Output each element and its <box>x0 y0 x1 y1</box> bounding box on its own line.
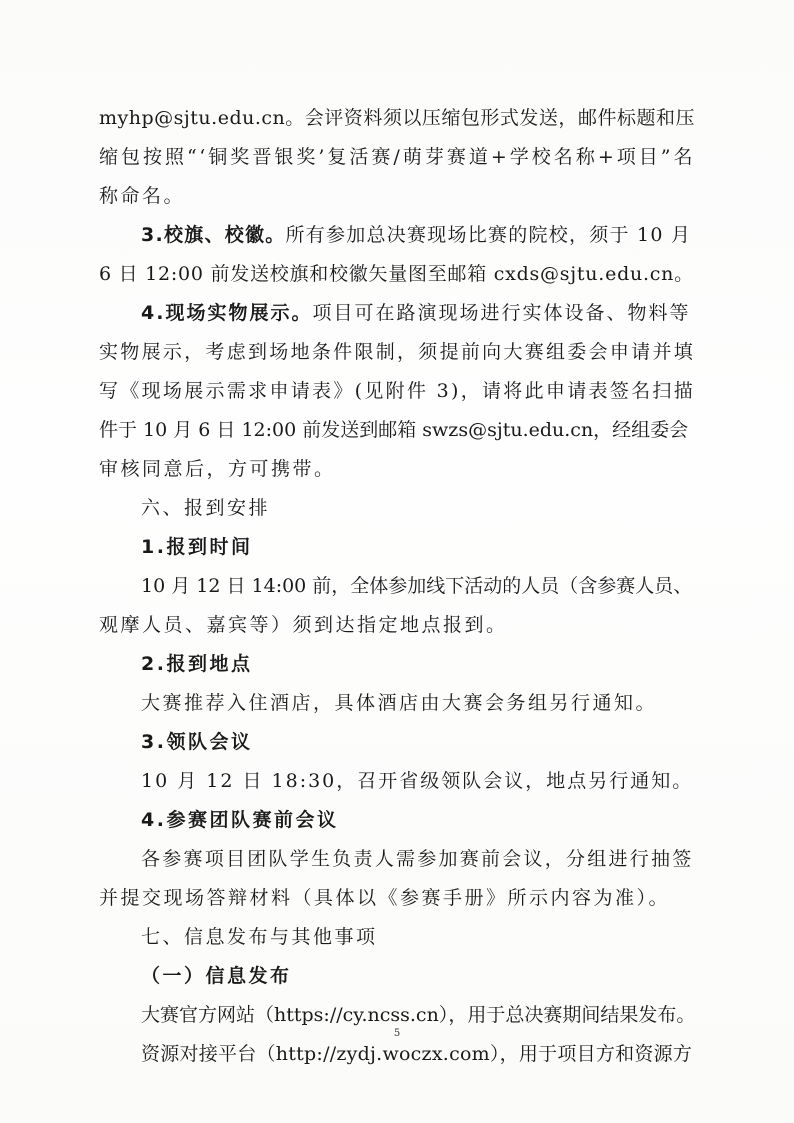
subsection-heading: 2.报到地点 <box>141 653 253 675</box>
body-line: 并提交现场答辩材料（具体以《参赛手册》所示内容为准）。 <box>99 887 671 909</box>
body-line: 审核同意后，方可携带。 <box>99 458 336 480</box>
body-line: 6 日 12:00 前发送校旗和校徽矢量图至邮箱 cxds@sjtu.edu.cn。 <box>99 263 694 285</box>
body-line: 观摩人员、嘉宾等）须到达指定地点报到。 <box>99 614 508 636</box>
body-line: 10 月 12 日 18:30，召开省级领队会议，地点另行通知。 <box>141 770 694 792</box>
paragraph-lead: 3.校旗、校徽。 <box>141 224 286 246</box>
body-line: 实物展示，考虑到场地条件限制，须提前向大赛组委会申请并填 <box>99 341 695 363</box>
subsection-heading: 4.参赛团队赛前会议 <box>141 809 339 831</box>
body-line: 大赛官方网站（https://cy.ncss.cn），用于总决赛期间结果发布。 <box>141 1004 696 1026</box>
paragraph-exhibit <box>99 294 695 333</box>
paragraph-text: 所有参加总决赛现场比赛的院校，须于 10 月 <box>285 224 692 246</box>
body-line: 各参赛项目团队学生负责人需参加赛前会议，分组进行抽签 <box>141 848 694 870</box>
body-line: 件于 10 月 6 日 12:00 前发送到邮箱 swzs@sjtu.edu.cn，经组委会 <box>99 419 689 441</box>
subsection-heading: 1.报到时间 <box>141 536 253 558</box>
document-body <box>99 99 695 1074</box>
body-line: 称命名。 <box>99 185 186 207</box>
paragraph-lead: 4.现场实物展示。 <box>141 302 313 324</box>
paragraph-school-flag <box>99 216 695 255</box>
body-line: 写《现场展示需求申请表》(见附件 3)，请将此申请表签名扫描 <box>99 380 695 402</box>
section-heading: 六、报到安排 <box>141 497 271 519</box>
section-heading: 七、信息发布与其他事项 <box>141 926 378 948</box>
body-line: 大赛推荐入住酒店，具体酒店由大赛会务组另行通知。 <box>141 692 658 714</box>
body-line: 缩包按照“‘铜奖晋银奖’复活赛/萌芽赛道+学校名称+项目”名 <box>99 146 695 168</box>
subsection-heading: 3.领队会议 <box>141 731 253 753</box>
body-line: 10 月 12 日 14:00 前，全体参加线下活动的人员（含参赛人员、 <box>141 575 693 597</box>
body-line: myhp@sjtu.edu.cn。会评资料须以压缩包形式发送，邮件标题和压 <box>99 107 695 129</box>
subsection-heading: （一）信息发布 <box>141 965 292 987</box>
page-number: 5 <box>393 1028 401 1039</box>
body-line: 资源对接平台（http://zydj.woczx.com），用于项目方和资源方 <box>141 1043 693 1065</box>
paragraph-text: 项目可在路演现场进行实体设备、物料等 <box>312 302 691 324</box>
